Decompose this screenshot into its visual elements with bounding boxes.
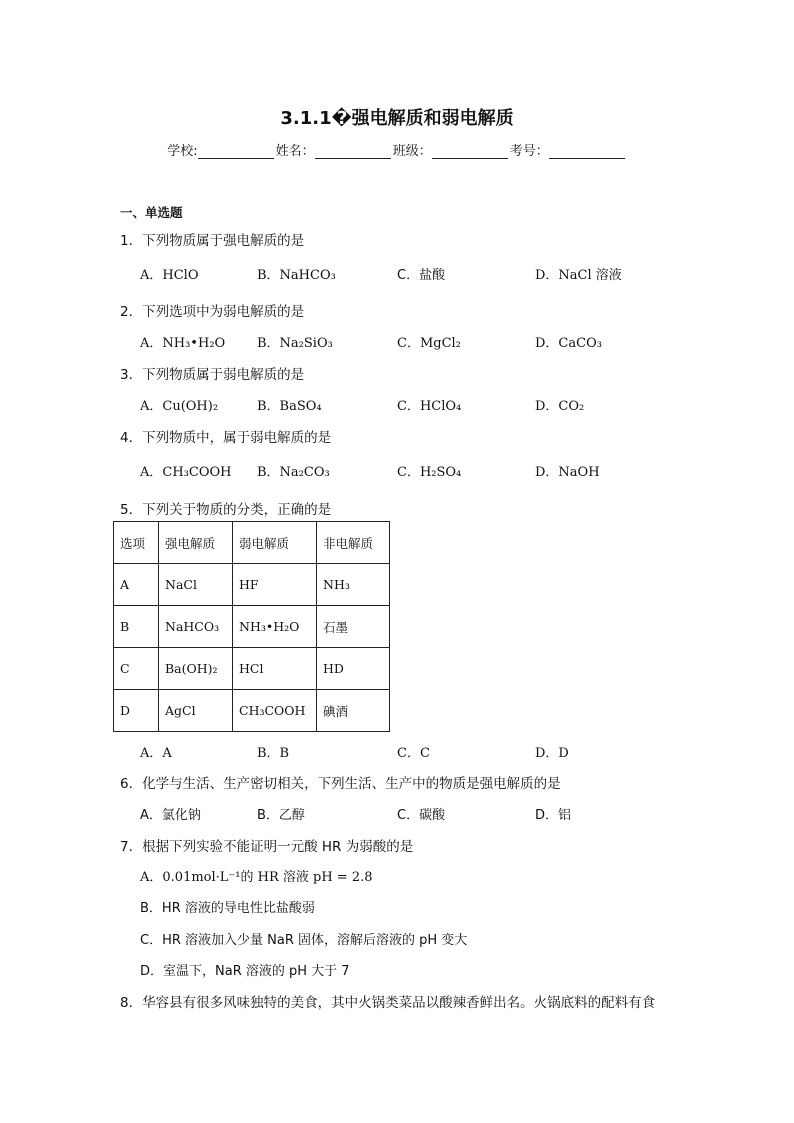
- header-cell: 强电解质: [159, 522, 233, 564]
- question-2-options: [140, 332, 700, 350]
- option-d: D．CaCO₃: [535, 336, 602, 351]
- header-cell: 非电解质: [317, 522, 390, 564]
- option-b: B．Na₂CO₃: [257, 465, 330, 480]
- option-d: D．NaCl 溶液: [535, 268, 622, 283]
- name-label: 姓名：: [275, 144, 315, 159]
- table-row: [114, 690, 390, 732]
- table-cell: A: [114, 564, 159, 606]
- school-label: 学校:: [167, 144, 198, 159]
- table-cell: HCl: [233, 648, 317, 690]
- table-cell: C: [114, 648, 159, 690]
- option-b: B．Na₂SiO₃: [257, 336, 333, 351]
- option-c: C．盐酸: [397, 268, 446, 283]
- header-cell: 弱电解质: [233, 522, 317, 564]
- option-c: C．MgCl₂: [397, 336, 461, 351]
- option-c: C．H₂SO₄: [397, 465, 462, 480]
- option-c: C．碳酸: [397, 808, 446, 823]
- option-b: B．NaHCO₃: [257, 268, 336, 283]
- question-1-stem: 1．下列物质属于强电解质的是: [120, 233, 305, 249]
- option-d: D．NaOH: [535, 465, 600, 480]
- table-cell: Ba(OH)₂: [159, 648, 233, 690]
- table-row: [114, 606, 390, 648]
- option-d: D．铝: [535, 808, 572, 823]
- table-cell: NH₃: [317, 564, 390, 606]
- table-cell: HF: [233, 564, 317, 606]
- question-6-stem: 6．化学与生活、生产密切相关，下列生活、生产中的物质是强电解质的是: [120, 776, 561, 792]
- number-blank[interactable]: [549, 145, 625, 159]
- option-a: A．0.01mol·L⁻¹的 HR 溶液 pH = 2.8: [140, 870, 373, 885]
- table-cell: 碘酒: [317, 690, 390, 732]
- document-title: 3.1.1�强电解质和弱电解质: [280, 108, 514, 129]
- table-cell: D: [114, 690, 159, 732]
- section-heading: 一、单选题: [120, 205, 183, 220]
- option-c: C．C: [397, 746, 430, 761]
- option-a: A．CH₃COOH: [140, 465, 232, 480]
- option-d: D．D: [535, 746, 569, 761]
- class-label: 班级：: [392, 144, 432, 159]
- question-7-stem: 7．根据下列实验不能证明一元酸 HR 为弱酸的是: [120, 839, 414, 855]
- table-row: [114, 564, 390, 606]
- question-4-options: [140, 461, 700, 479]
- table-header-row: [114, 522, 390, 564]
- table-row: [114, 648, 390, 690]
- option-a: A．A: [140, 746, 172, 761]
- option-b: B．B: [257, 746, 290, 761]
- number-label: 考号：: [509, 144, 549, 159]
- school-blank[interactable]: [198, 145, 274, 159]
- question-5-stem: 5．下列关于物质的分类，正确的是: [120, 502, 332, 518]
- table-cell: NaCl: [159, 564, 233, 606]
- table-cell: AgCl: [159, 690, 233, 732]
- option-d: D．CO₂: [535, 399, 585, 414]
- table-cell: CH₃COOH: [233, 690, 317, 732]
- option-a: A．HClO: [140, 268, 199, 283]
- question-6-options: [140, 804, 700, 822]
- question-1-options: [140, 264, 700, 282]
- option-c: C．HR 溶液加入少量 NaR 固体，溶解后溶液的 pH 变大: [140, 933, 468, 948]
- question-5-options: [140, 742, 700, 760]
- option-d: D．室温下，NaR 溶液的 pH 大于 7: [140, 964, 350, 979]
- header-cell: 选项: [114, 522, 159, 564]
- name-blank[interactable]: [315, 145, 391, 159]
- option-a: A．NH₃•H₂O: [140, 336, 226, 351]
- option-a: A．氯化钠: [140, 808, 201, 823]
- question-3-stem: 3．下列物质属于弱电解质的是: [120, 367, 305, 383]
- table-cell: B: [114, 606, 159, 648]
- table-cell: 石墨: [317, 606, 390, 648]
- option-a: A．Cu(OH)₂: [140, 399, 219, 414]
- option-c: C．HClO₄: [397, 399, 462, 414]
- table-cell: NH₃•H₂O: [233, 606, 317, 648]
- option-b: B．乙醇: [257, 808, 305, 823]
- question-3-options: [140, 395, 700, 413]
- classification-table: [113, 521, 390, 732]
- student-info-line: [0, 140, 794, 159]
- question-2-stem: 2．下列选项中为弱电解质的是: [120, 304, 305, 320]
- table-cell: NaHCO₃: [159, 606, 233, 648]
- class-blank[interactable]: [432, 145, 508, 159]
- option-b: B．BaSO₄: [257, 399, 322, 414]
- option-b: B．HR 溶液的导电性比盐酸弱: [140, 901, 315, 916]
- question-4-stem: 4．下列物质中，属于弱电解质的是: [120, 430, 332, 446]
- question-8-stem: 8．华容县有很多风味独特的美食，其中火锅类菜品以酸辣香鲜出名。火锅底料的配料有食: [120, 995, 656, 1011]
- table-cell: HD: [317, 648, 390, 690]
